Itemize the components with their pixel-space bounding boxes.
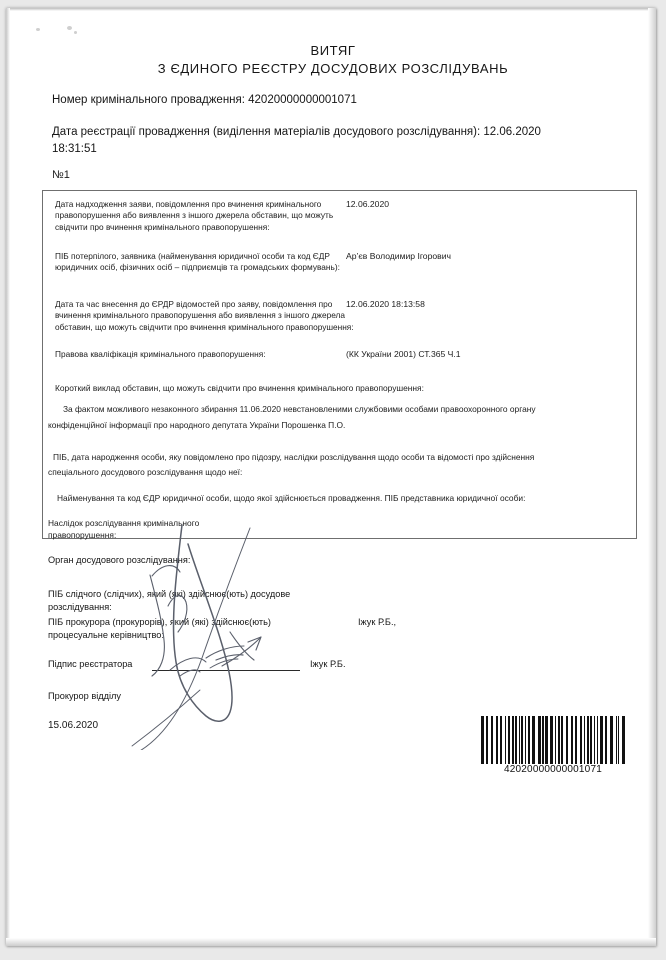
barcode — [479, 716, 627, 779]
prosecutor-name: Іжук Р.Б., — [358, 617, 397, 627]
scan-speck — [67, 26, 72, 30]
registration-date-line1: Дата реєстрації провадження (виділення матеріалів досудового розслідування): 12.06.2020 — [52, 126, 541, 138]
table-row-label: Правова кваліфікація кримінального правопорушення: — [55, 349, 266, 359]
document-title-line2: З ЄДИНОГО РЕЄСТРУ ДОСУДОВИХ РОЗСЛІДУВАНЬ — [157, 61, 509, 76]
table-row-value: Ар’єв Володимир Ігорович — [346, 251, 451, 261]
investigation-body-label: Орган досудового розслідування: — [48, 555, 191, 565]
outcome-line1: Наслідок розслідування кримінального — [48, 518, 200, 528]
record-number: №1 — [52, 169, 70, 181]
summary-line2: конфіденційної інформації про народного депутата України Порошенка П.О. — [48, 420, 346, 430]
barcode-icon — [479, 716, 627, 764]
scan-speck — [36, 28, 40, 31]
details-table — [42, 190, 637, 539]
paper-edge-right — [648, 8, 656, 946]
investigator-label-line1: ПІБ слідчого (слідчих), який (які) здійснює(ють) досудове — [48, 589, 291, 599]
outcome-line2: правопорушення: — [48, 530, 117, 540]
paper-edge-top — [6, 8, 656, 11]
prosecutor-label-line2: процесуальне керівництво: — [48, 630, 164, 640]
suspect-line1: ПІБ, дата народження особи, яку повідомлено про підозру, наслідки розслідування щодо особи та відомості про здійснення — [53, 452, 535, 462]
department-prosecutor-label: Прокурор відділу — [48, 691, 121, 701]
table-row-label: Дата та час внесення до ЄРДР відомостей про заяву, повідомлення про вчинення кримінального правопорушення або виявлення з іншого джерела обставин, що можуть свідчити про вчинення кримінального правопорушення: — [55, 299, 354, 332]
registration-date-line2: 18:31:51 — [52, 143, 97, 155]
table-row-value: 12.06.2020 — [346, 199, 390, 209]
table-row-value: 12.06.2020 18:13:58 — [346, 299, 425, 309]
registrar-signature-label: Підпис реєстратора — [48, 659, 133, 669]
legal-entity-line: Найменування та код ЄДР юридичної особи, щодо якої здійснюється провадження. ПІБ представника юридичної особи: — [57, 493, 526, 503]
summary-line1: За фактом можливого незаконного збирання 11.06.2020 невстановленими службовими особами правоохоронного органу — [63, 404, 536, 414]
case-number-line: Номер кримінального провадження: 42020000000001071 — [52, 94, 357, 106]
prosecutor-label-line1: ПІБ прокурора (прокурорів), який (які) здійснює(ють) — [48, 617, 271, 627]
barcode-number: 42020000000001071 — [504, 764, 602, 775]
table-row-label: Дата надходження заяви, повідомлення про вчинення кримінального правопорушення або виявлення з іншого джерела обставин, що можуть свідчити про вчинення кримінального правопорушення: — [55, 199, 334, 232]
investigator-label-line2: розслідування: — [48, 602, 112, 612]
document-title-line1: ВИТЯГ — [310, 43, 356, 58]
paper-edge-left — [6, 8, 10, 946]
table-row-value: (КК України 2001) СТ.365 Ч.1 — [346, 349, 461, 359]
registrar-signature-line — [152, 670, 300, 671]
scan-speck — [74, 31, 77, 34]
document-date: 15.06.2020 — [48, 720, 99, 731]
registrar-name: Іжук Р.Б. — [310, 659, 346, 669]
summary-heading: Короткий виклад обставин, що можуть свідчити про вчинення кримінального правопорушення: — [55, 383, 424, 393]
table-row-label: ПІБ потерпілого, заявника (найменування юридичної особи та код ЄДР юридичних осіб, фізичних осіб – підприємців та громадських формувань): — [55, 251, 340, 273]
suspect-line2: спеціального досудового розслідування щодо неї: — [48, 467, 243, 477]
paper-edge-bottom — [6, 938, 656, 946]
